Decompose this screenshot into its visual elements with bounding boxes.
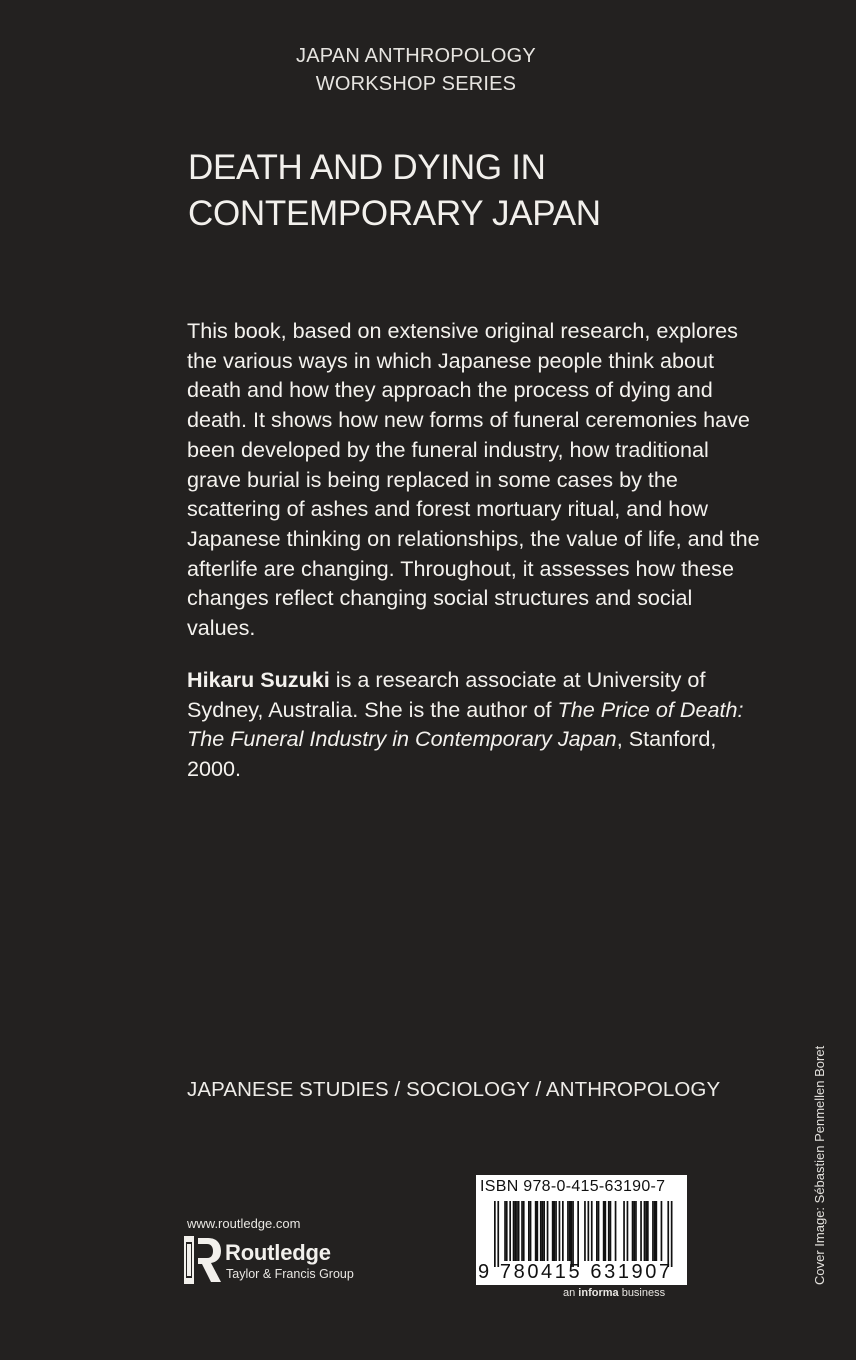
barcode-bar [635, 1201, 637, 1261]
isbn-number: ISBN 978-0-415-63190-7 [480, 1178, 666, 1195]
barcode-bar [572, 1201, 574, 1267]
series-line-1: JAPAN ANTHROPOLOGY [296, 45, 536, 67]
cover-image-credit: Cover Image: Sébastien Penmellen Boret [812, 1045, 827, 1285]
barcode-bar [506, 1201, 508, 1261]
barcode-bar [562, 1201, 564, 1261]
author-previous-book: The Price of Death: The Funeral Industry in Contemporary Japan [187, 696, 744, 752]
subject-categories: JAPANESE STUDIES / SOCIOLOGY / ANTHROPOLOGY [187, 1078, 721, 1101]
barcode-bar [528, 1201, 530, 1261]
barcode-bar [530, 1201, 532, 1261]
barcode-bar [656, 1201, 658, 1261]
barcode-bar [554, 1201, 556, 1261]
barcode-bar [633, 1201, 635, 1261]
barcode-bar [547, 1201, 549, 1261]
isbn-barcode [476, 1175, 687, 1285]
author-name: Hikaru Suzuki [187, 667, 330, 692]
barcode-bar [603, 1201, 605, 1261]
barcode-bar [569, 1201, 571, 1261]
barcode-bar [513, 1201, 515, 1261]
barcode-bar [640, 1201, 642, 1261]
barcode-bar [521, 1201, 523, 1261]
barcode-bar [535, 1201, 537, 1261]
barcode-bar [571, 1201, 573, 1267]
barcode-bar [559, 1201, 561, 1261]
barcode-bar [661, 1201, 663, 1261]
barcode-bar [537, 1201, 539, 1261]
barcode-bar [671, 1201, 673, 1267]
book-title-line-2: CONTEMPORARY JAPAN [188, 194, 601, 233]
book-title [188, 145, 748, 237]
author-bio-text-2: , Stanford, 2000. [187, 726, 717, 782]
publisher-name: Routledge [225, 1240, 331, 1265]
barcode-bar [605, 1201, 607, 1261]
informa-business-tagline [563, 1287, 665, 1299]
publisher-url: www.routledge.com [187, 1216, 301, 1231]
author-bio [187, 665, 762, 784]
barcode-bar [598, 1201, 600, 1261]
barcode-bar [588, 1201, 590, 1261]
barcode-digits: 9 780415 631907 [478, 1261, 673, 1283]
barcode-bar [567, 1201, 569, 1261]
barcode-bar [591, 1201, 593, 1261]
barcode-bar [627, 1201, 629, 1261]
barcode-bar [518, 1201, 520, 1261]
barcode-bar [644, 1201, 646, 1261]
barcode-bar [654, 1201, 656, 1261]
book-title-line-1: DEATH AND DYING IN [188, 148, 546, 187]
publisher-group: Taylor & Francis Group [226, 1267, 354, 1281]
barcode-bar [577, 1201, 579, 1267]
routledge-logo-icon [184, 1236, 222, 1284]
barcode-bar [509, 1201, 511, 1261]
barcode-bar [596, 1201, 598, 1261]
barcode-bar [623, 1201, 625, 1261]
barcode-bar [615, 1201, 617, 1261]
barcode-bar [652, 1201, 654, 1261]
barcode-bar [667, 1201, 669, 1267]
series-title [0, 42, 832, 98]
informa-prefix: an [563, 1287, 579, 1299]
barcode-bar [504, 1201, 506, 1261]
book-description: This book, based on extensive original research, explores the various ways in which Japanese people think about death and how they approach the process of dying and death. It shows how new forms of funeral ceremonies have been developed by the funeral industry, how traditional grave burial is being replaced in some cases by the scattering of ashes and forest mortuary ritual, and how Japanese thinking on relationships, the value of life, and the afterlife are changing. Throughout, it assesses how these changes reflect changing social structures and social values. [187, 318, 760, 641]
barcode-bar [610, 1201, 612, 1261]
barcode-bar [543, 1201, 545, 1261]
barcode-bar [542, 1201, 544, 1261]
informa-brand: informa [578, 1287, 619, 1299]
barcode-bar [494, 1201, 496, 1267]
barcode-bar [497, 1201, 499, 1267]
barcode-bar [647, 1201, 649, 1261]
barcode-bar [645, 1201, 647, 1261]
barcode-bar [555, 1201, 557, 1261]
barcode-bar [516, 1201, 518, 1261]
barcode-bar [514, 1201, 516, 1261]
barcode-bar [552, 1201, 554, 1261]
barcode-bar [608, 1201, 610, 1261]
barcode-bar [584, 1201, 586, 1261]
informa-suffix: business [618, 1287, 666, 1299]
author-bio-text-1: is a research associate at University of Sydney, Australia. She is the author of [187, 667, 706, 722]
barcode-bar [632, 1201, 634, 1261]
barcode-bar [540, 1201, 542, 1261]
series-line-2: WORKSHOP SERIES [315, 73, 517, 95]
barcode-bar [523, 1201, 525, 1261]
